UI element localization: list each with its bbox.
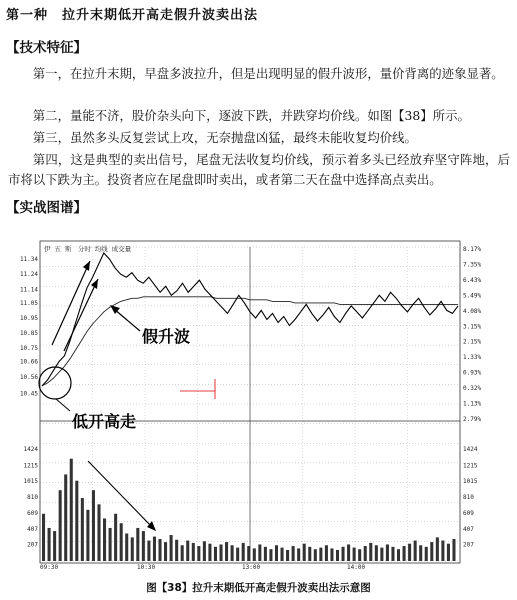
price-tick-label: 10.56 <box>19 373 38 381</box>
percent-tick-label: 8.17% <box>463 246 482 253</box>
volume-bar <box>436 537 439 561</box>
percent-tick-label: 0.32% <box>463 385 482 393</box>
percent-tick-label: 1.13% <box>463 400 482 408</box>
volume-bar <box>103 518 106 561</box>
volume-bar <box>391 547 394 561</box>
volume-bar <box>147 541 150 561</box>
volume-bar <box>136 528 139 561</box>
price-tick-label: 10.45 <box>19 390 38 398</box>
price-tick-label: 11.05 <box>19 299 38 307</box>
volume-bar <box>375 545 378 561</box>
volume-bar <box>59 490 62 561</box>
volume-bar <box>253 548 256 561</box>
figure-caption: 图【38】拉升末期低开高走假升波卖出法示意图 <box>146 582 371 594</box>
volume-bar <box>397 549 400 561</box>
volume-bar <box>369 543 372 561</box>
volume-bar <box>109 528 112 561</box>
volume-bar <box>258 544 261 561</box>
volume-bar <box>81 498 84 561</box>
volume-bar <box>208 544 211 561</box>
volume-bar <box>125 533 128 561</box>
volume-bar <box>92 490 95 561</box>
volume-bar <box>275 545 278 561</box>
volume-bar <box>42 514 45 561</box>
volume-tick-label-right: 1424 <box>463 445 478 453</box>
low-open-label: 低开高走 <box>72 412 137 431</box>
volume-bar <box>308 547 311 561</box>
volume-bar <box>86 510 89 561</box>
fake-wave-label: 假升波 <box>142 327 191 346</box>
volume-tick-label-right: 810 <box>463 494 474 502</box>
percent-tick-label: 4.08% <box>463 307 482 315</box>
price-tick-label: 11.24 <box>19 271 38 279</box>
volume-bar <box>236 548 239 561</box>
volume-bar <box>53 531 56 561</box>
paragraph-4: 第四，这是典型的卖出信号，尾盘无法收复均价线，预示着多头已经放弃坚守阵地，后市将以下跌为主。投资者应在尾盘即时卖出，或者第二天在盘中选择高点卖出。 <box>8 152 510 187</box>
volume-bar <box>353 548 356 561</box>
volume-bar <box>425 547 428 561</box>
volume-bar <box>64 474 67 561</box>
volume-bar <box>408 544 411 561</box>
intraday-chart-svg <box>19 239 500 571</box>
volume-tick-label: 1215 <box>23 462 38 470</box>
volume-bar <box>170 535 173 561</box>
volume-bar <box>303 544 306 561</box>
volume-bar <box>192 543 195 561</box>
percent-tick-label: 7.35% <box>463 261 482 269</box>
volume-bar <box>225 542 228 561</box>
volume-bar <box>203 541 206 561</box>
volume-bar <box>347 544 350 561</box>
volume-tick-label: 207 <box>27 541 38 549</box>
volume-bar <box>419 545 422 561</box>
volume-bar <box>186 541 189 561</box>
volume-bar <box>452 539 455 561</box>
volume-tick-label: 609 <box>27 510 38 518</box>
time-tick-label: 13:00 <box>242 564 261 571</box>
volume-bar <box>403 546 406 561</box>
volume-bar <box>158 539 161 561</box>
volume-bar <box>153 537 156 561</box>
volume-bar <box>364 546 367 561</box>
price-tick-label: 10.75 <box>19 345 38 353</box>
volume-tick-label-right: 207 <box>463 541 474 549</box>
percent-tick-label: 3.15% <box>463 323 482 331</box>
percent-ticks <box>463 246 481 423</box>
percent-tick-label: 5.49% <box>463 292 482 300</box>
page-title: 第一种 拉升末期低开高走假升波卖出法 <box>6 8 259 23</box>
time-ticks <box>40 564 365 571</box>
percent-tick-label: 1.33% <box>463 354 482 362</box>
volume-bar <box>292 546 295 561</box>
volume-bar <box>131 537 134 561</box>
volume-tick-label: 810 <box>27 494 38 502</box>
volume-bar <box>181 545 184 561</box>
volume-bar <box>142 531 145 561</box>
price-tick-label: 11.34 <box>19 256 38 264</box>
volume-bar <box>114 514 117 561</box>
volume-tick-label: 407 <box>27 525 38 533</box>
volume-bar <box>336 550 339 561</box>
volume-tick-label-right: 407 <box>463 525 474 533</box>
section-heading-chart: 【实战图谱】 <box>6 200 87 216</box>
paragraph-3: 第三，虽然多头反复尝试上攻，无奈抛盘凶猛，最终未能收复均价线。 <box>32 130 417 145</box>
volume-bar <box>358 549 361 561</box>
price-tick-label: 10.95 <box>19 314 38 322</box>
price-tick-label: 10.85 <box>19 330 38 338</box>
volume-bar <box>70 459 73 561</box>
volume-bar <box>414 541 417 561</box>
volume-bar <box>231 545 234 561</box>
volume-bar <box>97 504 100 561</box>
volume-bar <box>297 548 300 561</box>
section-heading-features: 【技术特征】 <box>6 40 87 56</box>
volume-bar <box>264 547 267 561</box>
volume-tick-label: 1424 <box>23 445 38 453</box>
percent-tick-label: 6.43% <box>463 276 482 284</box>
volume-bar <box>286 550 289 561</box>
price-ticks <box>20 256 38 397</box>
percent-tick-label: 0.93% <box>463 369 482 377</box>
volume-bar <box>325 545 328 561</box>
volume-bar <box>430 542 433 561</box>
time-tick-label: 14:00 <box>347 564 366 571</box>
percent-tick-label: 2.15% <box>463 338 482 346</box>
volume-bar <box>197 546 200 561</box>
time-tick-label: 09:30 <box>40 564 59 571</box>
volume-bar <box>164 542 167 561</box>
price-tick-label: 11.14 <box>19 286 38 294</box>
volume-tick-label-right: 1015 <box>463 478 478 486</box>
volume-bar <box>247 546 250 561</box>
volume-bar <box>120 523 123 561</box>
volume-bar <box>214 547 217 561</box>
volume-tick-label: 1015 <box>23 478 38 486</box>
volume-tick-label-right: 1215 <box>463 462 478 470</box>
paragraph-2: 第二，量能不济，股价杂头向下，逐波下跌，并跌穿均价线。如图【38】所示。 <box>32 108 470 123</box>
volume-bar <box>281 548 284 561</box>
volume-bar <box>175 540 178 561</box>
volume-bar <box>380 548 383 561</box>
volume-bar <box>441 541 444 561</box>
volume-bar <box>342 547 345 561</box>
volume-bar <box>330 548 333 561</box>
volume-bar <box>269 549 272 561</box>
percent-tick-label: 2.79% <box>463 416 482 423</box>
paragraph-1: 第一，在拉升末期，早盘多波拉升，但是出现明显的假升波形，量价背离的迹象显著。 <box>32 66 504 81</box>
volume-bar <box>48 528 51 561</box>
volume-bar <box>447 544 450 561</box>
chart-header: 伊 五 斯 分时 均线 成交量 <box>44 245 132 253</box>
volume-bar <box>242 543 245 561</box>
volume-bar <box>219 544 222 561</box>
volume-bar <box>319 548 322 561</box>
intraday-chart <box>19 239 500 571</box>
volume-bar <box>314 549 317 561</box>
volume-bar <box>75 481 78 561</box>
volume-tick-label-right: 609 <box>463 510 474 518</box>
price-tick-label: 10.66 <box>19 358 38 366</box>
time-tick-label: 10:30 <box>137 564 156 571</box>
volume-bar <box>386 544 389 561</box>
